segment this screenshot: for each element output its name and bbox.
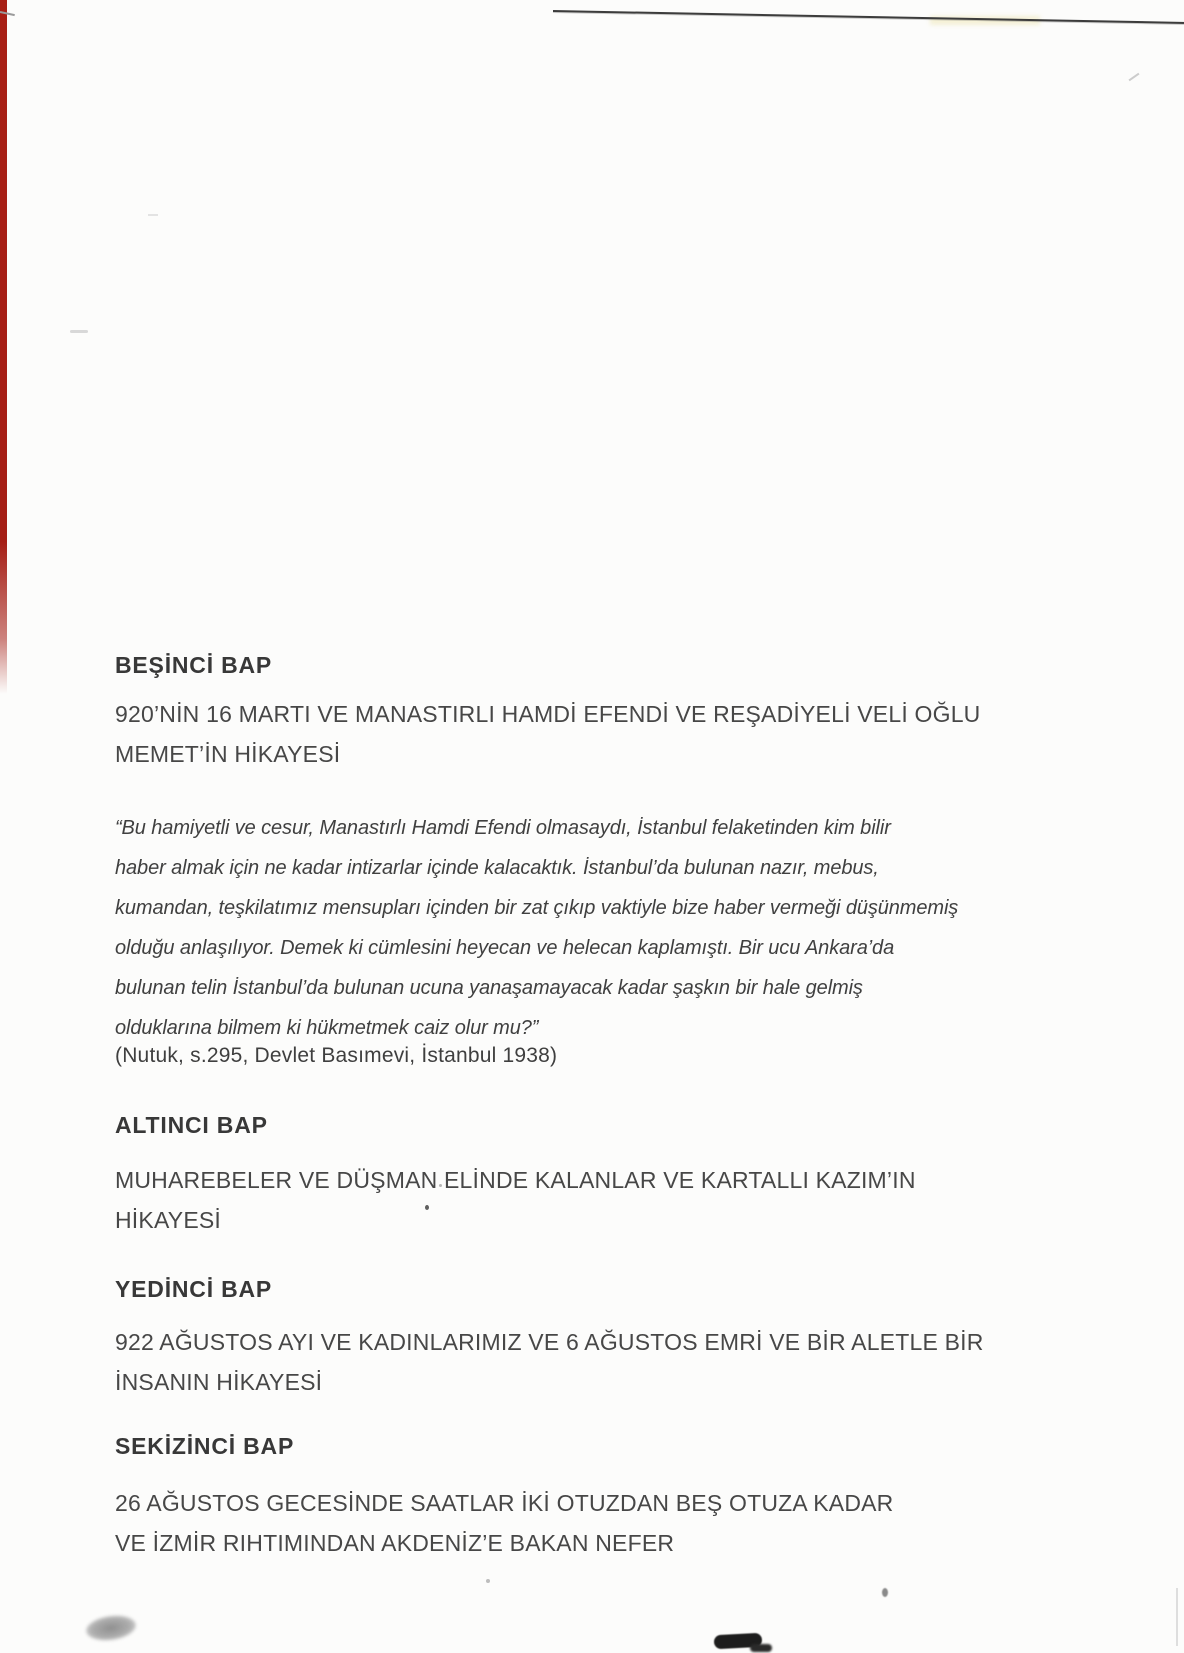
chapter-title-sekizinci-bap: [115, 1483, 1045, 1563]
chapter-title-line: 920’NİN 16 MARTI VE MANASTIRLI HAMDİ EFENDİ VE REŞADİYELİ VELİ OĞLU: [115, 701, 981, 727]
scan-artifact-faint-dash: [70, 330, 88, 333]
scan-artifact-speck: [486, 1579, 490, 1583]
chapter-title-line: HİKAYESİ: [115, 1207, 221, 1233]
chapter-title-yedinci-bap: [115, 1322, 1045, 1402]
chapter-heading-besinci-bap: BEŞİNCİ BAP: [115, 652, 273, 678]
chapter-heading-sekizinci-bap: SEKİZİNCİ BAP: [115, 1433, 295, 1459]
nutuk-quote: [115, 808, 1045, 1048]
scan-artifact-bottom-smudge: [750, 1644, 772, 1652]
scan-artifact-bottom-blot: [85, 1613, 138, 1644]
scan-artifact-top-edge-line: [553, 10, 1184, 24]
chapter-title-line: 922 AĞUSTOS AYI VE KADINLARIMIZ VE 6 AĞUSTOS EMRİ VE BİR ALETLE BİR: [115, 1329, 984, 1355]
scan-artifact-right-edge-line: [1176, 1588, 1178, 1646]
quote-line: “Bu hamiyetli ve cesur, Manastırlı Hamdi Efendi olmasaydı, İstanbul felaketinden kim bilir: [115, 817, 891, 839]
chapter-heading-altinci-bap: ALTINCI BAP: [115, 1112, 268, 1138]
chapter-title-altinci-bap: [115, 1160, 1045, 1240]
quote-line: haber almak için ne kadar intizarlar içinde kalacaktık. İstanbul’da bulunan nazır, mebus,: [115, 857, 879, 879]
chapter-title-line: MUHAREBELER VE DÜŞMAN ELİNDE KALANLAR VE KARTALLI KAZIM’IN: [115, 1167, 916, 1193]
quote-line: olduklarına bilmem ki hükmetmek caiz olur mu?”: [115, 1017, 539, 1039]
chapter-title-besinci-bap: [115, 694, 1045, 774]
chapter-title-line: VE İZMİR RIHTIMINDAN AKDENİZ’E BAKAN NEFER: [115, 1530, 675, 1556]
chapter-title-line: 26 AĞUSTOS GECESİNDE SAATLAR İKİ OTUZDAN BEŞ OTUZA KADAR: [115, 1490, 894, 1516]
scan-artifact-left-red-strip: [0, 0, 7, 694]
quote-line: kumandan, teşkilatımız mensupları içinden bir zat çıkıp vaktiyle bize haber vermeği düşünmemiş: [115, 897, 959, 919]
scan-artifact-right-tick: [1129, 73, 1140, 82]
scan-artifact-speck: [882, 1588, 888, 1597]
chapter-heading-yedinci-bap: YEDİNCİ BAP: [115, 1276, 273, 1302]
chapter-title-line: İNSANIN HİKAYESİ: [115, 1369, 323, 1395]
scan-artifact-faint-dash: [148, 214, 158, 216]
quote-line: olduğu anlaşılıyor. Demek ki cümlesini heyecan ve helecan kaplamıştı. Bir ucu Ankara’da: [115, 937, 895, 959]
quote-citation: (Nutuk, s.295, Devlet Basımevi, İstanbul 1938): [115, 1044, 558, 1067]
quote-line: bulunan telin İstanbul’da bulunan ucuna yanaşamayacak kadar şaşkın bir hale gelmiş: [115, 977, 863, 999]
chapter-title-line: MEMET’İN HİKAYESİ: [115, 741, 341, 767]
